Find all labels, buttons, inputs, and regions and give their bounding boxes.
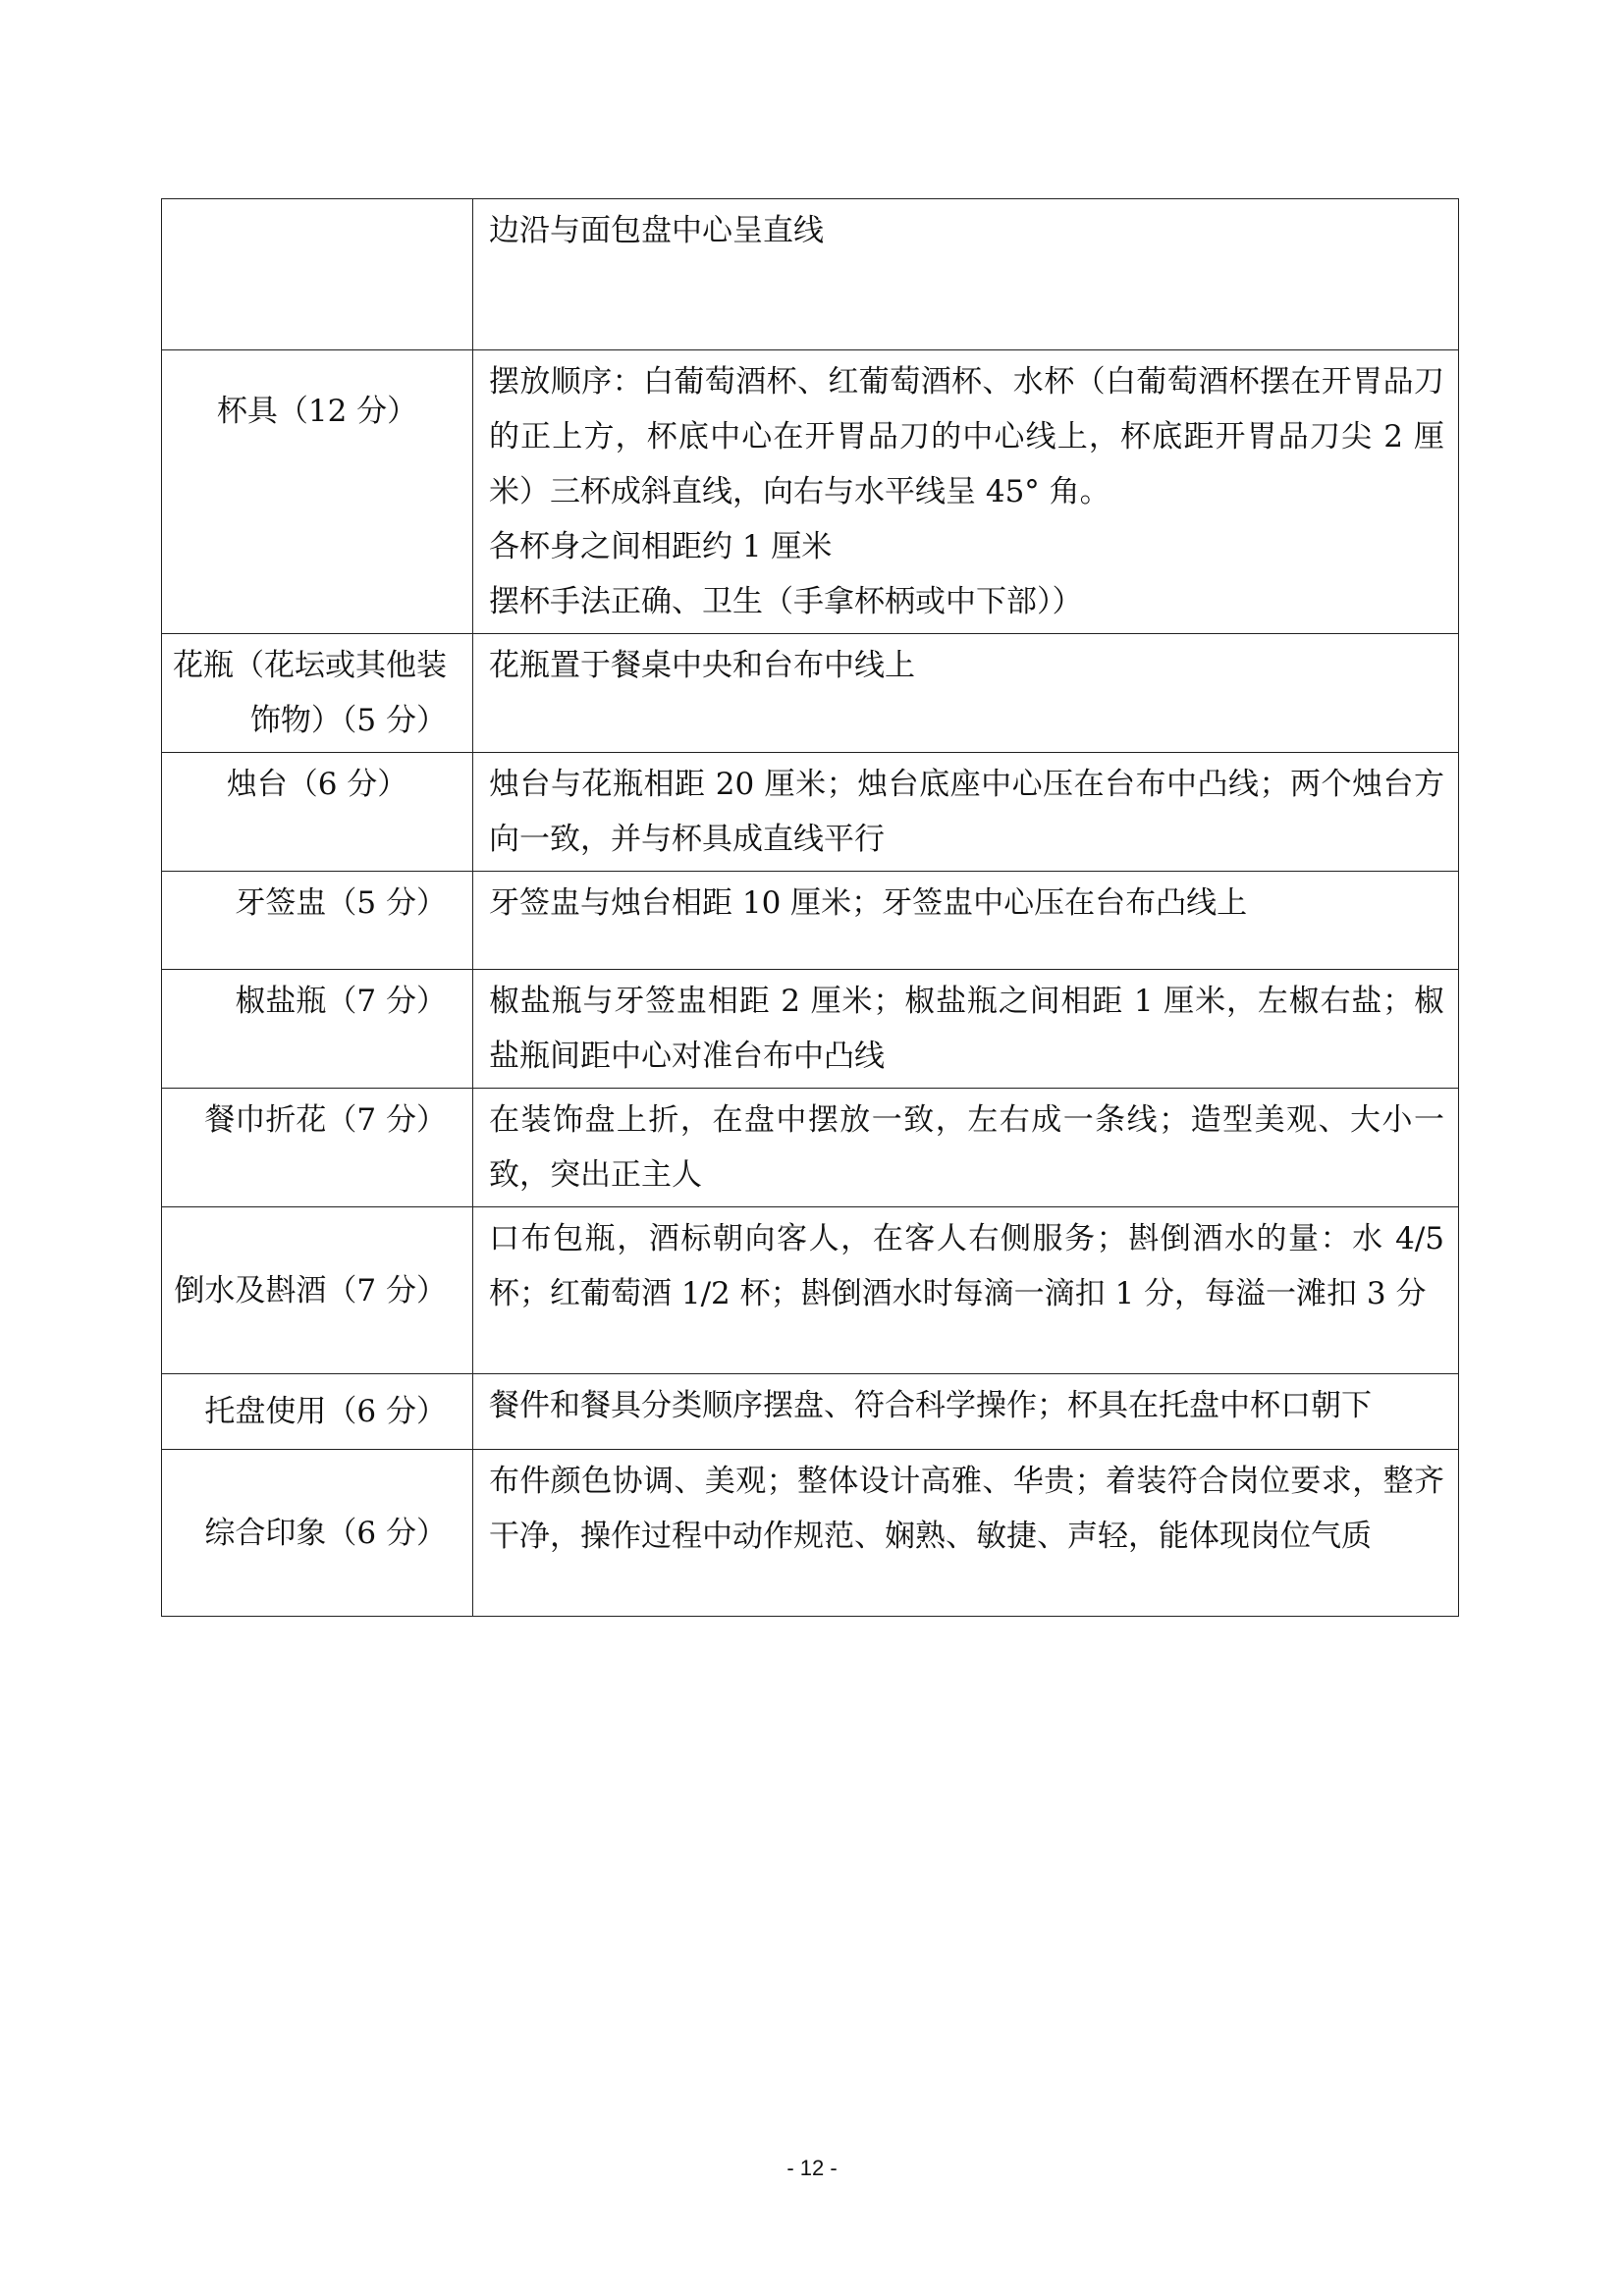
table-row bbox=[162, 350, 1459, 634]
description-text: 在装饰盘上折，在盘中摆放一致，左右成一条线；造型美观、大小一致，突出正主人 bbox=[489, 1102, 1444, 1193]
table-row bbox=[162, 753, 1459, 872]
table-row bbox=[162, 1207, 1459, 1374]
page-number: - 12 - bbox=[786, 2156, 838, 2180]
item-cell: 餐巾折花（7 分） bbox=[162, 1089, 473, 1207]
description-text: 口布包瓶，酒标朝向客人，在客人右侧服务；斟倒酒水的量：水 4/5 杯；红葡萄酒 1/2 杯；斟倒酒水时每滴一滴扣 1 分，每溢一滩扣 3 分 bbox=[489, 1221, 1444, 1311]
description-text: 椒盐瓶与牙签盅相距 2 厘米；椒盐瓶之间相距 1 厘米，左椒右盐；椒盐瓶间距中心对准台布中凸线 bbox=[489, 984, 1444, 1074]
item-cell: 牙签盅（5 分） bbox=[162, 872, 473, 970]
item-cell: 烛台（6 分） bbox=[162, 753, 473, 872]
scoring-table bbox=[161, 198, 1459, 1617]
item-cell: 综合印象（6 分） bbox=[162, 1450, 473, 1617]
description-text: 布件颜色协调、美观；整体设计高雅、华贵；着装符合岗位要求，整齐干净，操作过程中动作规范、娴熟、敏捷、声轻，能体现岗位气质 bbox=[489, 1464, 1444, 1554]
item-cell: 托盘使用（6 分） bbox=[162, 1374, 473, 1450]
table-row bbox=[162, 1089, 1459, 1207]
description-cell bbox=[473, 634, 1459, 753]
description-text: 边沿与面包盘中心呈直线 bbox=[489, 213, 824, 248]
description-cell bbox=[473, 1089, 1459, 1207]
description-text: 摆杯手法正确、卫生（手拿杯柄或中下部）） bbox=[489, 584, 1083, 619]
table-row bbox=[162, 199, 1459, 350]
description-cell bbox=[473, 1374, 1459, 1450]
table-row bbox=[162, 1450, 1459, 1617]
description-cell bbox=[473, 199, 1459, 350]
description-text: 各杯身之间相距约 1 厘米 bbox=[489, 529, 833, 564]
item-label: 杯具（12 分） bbox=[216, 394, 418, 429]
description-text: 摆放顺序：白葡萄酒杯、红葡萄酒杯、水杯（白葡萄酒杯摆在开胃品刀的正上方，杯底中心在开胃品刀的中心线上，杯底距开胃品刀尖 2 厘米）三杯成斜直线，向右与水平线呈 45° 角。 bbox=[489, 364, 1444, 509]
description-cell bbox=[473, 350, 1459, 634]
description-text: 花瓶置于餐桌中央和台布中线上 bbox=[489, 648, 915, 683]
item-cell bbox=[162, 199, 473, 350]
description-cell bbox=[473, 1207, 1459, 1374]
item-cell: 花瓶（花坛或其他装饰物）（5 分） bbox=[162, 634, 473, 753]
description-text: 餐件和餐具分类顺序摆盘、符合科学操作；杯具在托盘中杯口朝下 bbox=[489, 1388, 1372, 1423]
description-cell bbox=[473, 753, 1459, 872]
table-row bbox=[162, 634, 1459, 753]
item-cell: 椒盐瓶（7 分） bbox=[162, 970, 473, 1089]
description-text: 牙签盅与烛台相距 10 厘米；牙签盅中心压在台布凸线上 bbox=[489, 885, 1248, 921]
table-row bbox=[162, 1374, 1459, 1450]
description-cell bbox=[473, 970, 1459, 1089]
description-cell bbox=[473, 1450, 1459, 1617]
table-row bbox=[162, 872, 1459, 970]
description-cell bbox=[473, 872, 1459, 970]
description-text: 烛台与花瓶相距 20 厘米；烛台底座中心压在台布中凸线；两个烛台方向一致，并与杯具成直线平行 bbox=[489, 767, 1444, 857]
item-cell: 倒水及斟酒（7 分） bbox=[162, 1207, 473, 1374]
table-row bbox=[162, 970, 1459, 1089]
item-cell bbox=[162, 350, 473, 634]
